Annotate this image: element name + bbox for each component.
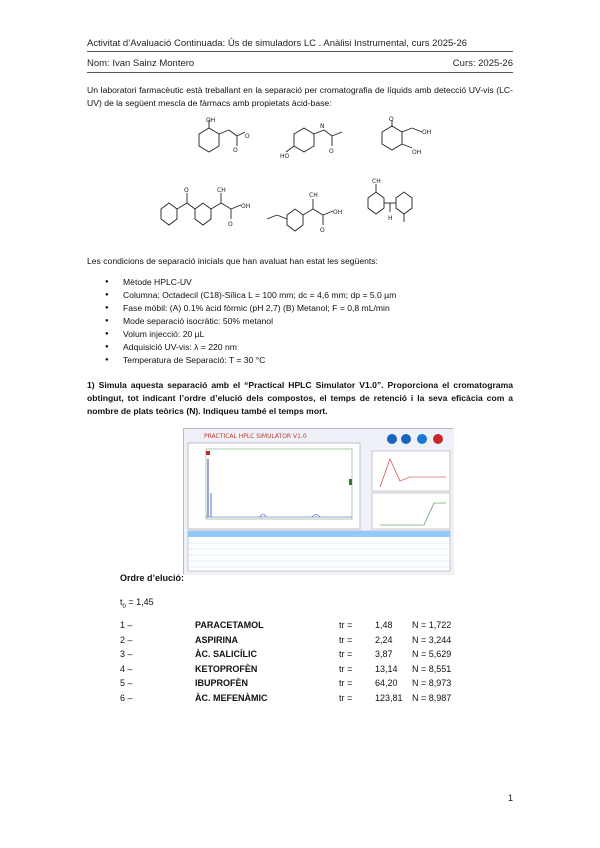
svg-text:OH: OH [241,203,251,210]
table-row [120,635,500,648]
row-name: ASPIRINA [195,634,239,645]
header-divider [87,51,513,52]
row-val: 3,87 [375,649,393,660]
table-row [120,678,500,691]
svg-text:O: O [184,187,189,194]
header-name-row [87,58,513,69]
svg-text:HO: HO [280,153,290,160]
row-n: N = 8,987 [412,693,452,703]
svg-text:CH: CH [309,192,318,199]
row-name: IBUPROFÈN [195,678,249,689]
svg-text:OH: OH [422,129,432,136]
row-val: 123,81 [375,693,403,703]
svg-text:N: N [320,123,325,130]
header-title: Activitat d’Avaluació Continuada: Ús de simuladors LC . Anàlisi Instrumental, curs 2025-26 [87,38,468,49]
condition-item: ● Mode separació isocràtic: 50% metanol [105,315,396,328]
row-tr: tr = [339,663,353,674]
course-label: Curs: 2025-26 [452,58,513,69]
row-n: N = 1,722 [412,620,452,630]
table-row [120,664,500,677]
row-val: 64,20 [375,678,398,689]
simulator-screenshot [183,428,453,574]
svg-text:O: O [233,147,238,154]
molecule-mefenamic-acid [362,178,432,228]
svg-text:CH: CH [372,178,381,185]
simulator-title: PRACTICAL HPLC SIMULATOR V1.0 [204,433,307,440]
student-name: Nom: Ivan Sainz Montero [87,58,195,69]
row-name: ÀC. SALICÍLIC [195,649,257,660]
dead-time-subscript: 0 [122,603,126,610]
condition-item: ● Fase mòbil: (A) 0.1% àcid fòrmic (pH 2,7) (B) Metanol; F = 0,8 mL/min [105,302,396,315]
row-n: N = 8,973 [412,678,452,689]
row-num: 5 – [120,678,133,689]
molecule-ibuprofen [265,185,355,233]
svg-text:OH: OH [333,209,343,216]
table-row [120,649,500,662]
row-val: 1,48 [375,620,393,630]
molecule-paracetamol [280,118,350,163]
row-num: 4 – [120,663,133,674]
row-val: 13,14 [375,663,398,674]
row-name: ÀC. MEFENÀMIC [195,693,268,703]
row-name: PARACETAMOL [195,620,264,630]
row-n: N = 5,629 [412,649,452,660]
svg-text:O: O [228,221,233,228]
svg-text:CH: CH [217,187,226,194]
elution-order-title: Ordre d’elució: [120,573,185,583]
condition-item: ● Volum injecció: 20 µL [105,328,396,341]
molecule-salicylic-acid [372,116,437,161]
row-tr: tr = [339,649,353,660]
row-name: KETOPROFÈN [195,663,258,674]
dead-time [120,597,154,610]
svg-text:O: O [329,148,334,155]
condition-item: ● Adquisició UV-vis: λ = 220 nm [105,341,396,354]
row-num: 2 – [120,634,133,645]
condition-item: ● Temperatura de Separació: T = 30 °C [105,354,396,367]
question-1: 1) Simula aquesta separació amb el “Practical HPLC Simulator V1.0”. Proporciona el cromatograma obtingut, tot indicant l’ordre d’elució dels compostos, el temps de retenció i la seva eficàcia com a nombre de plats teòrics (N). Indiqueu també el temps mort. [87,380,513,416]
row-val: 2,24 [375,634,393,645]
row-tr: tr = [339,634,353,645]
page-number: 1 [508,793,514,803]
molecule-aspirin [185,116,260,161]
table-row [120,620,500,633]
row-n: N = 8,551 [412,663,452,674]
dead-time-label: t [120,597,123,607]
svg-text:O: O [389,116,394,123]
row-num: 1 – [120,620,133,630]
conditions-list [105,276,396,367]
row-tr: tr = [339,678,353,689]
svg-text:OH: OH [206,117,216,124]
row-tr: tr = [339,693,353,703]
intro-paragraph: Un laboratori farmacèutic està treballant en la separació per cromatografia de líquids amb detecció UV-vis (LC-UV) de la següent mescla de fàrmacs amb propietats àcid-base: [87,85,513,108]
condition-item: ● Mètode HPLC-UV [105,276,396,289]
molecule-ketoprofen [155,183,265,233]
dead-time-value: = 1,45 [125,597,154,607]
row-num: 6 – [120,693,133,703]
svg-text:O: O [245,133,250,140]
table-row [120,693,500,706]
header-divider-2 [87,72,513,73]
row-num: 3 – [120,649,133,660]
row-tr: tr = [339,620,353,630]
svg-text:O: O [320,227,325,233]
row-n: N = 3,244 [412,634,452,645]
conditions-intro: Les condicions de separació inicials que han avaluat han estat les següents: [87,256,378,266]
svg-text:OH: OH [412,149,422,156]
condition-item: ● Columna: Octadecil (C18)-Sílica L = 100 mm; dc = 4,6 mm; dp = 5.0 µm [105,289,396,302]
svg-text:H: H [388,215,393,222]
